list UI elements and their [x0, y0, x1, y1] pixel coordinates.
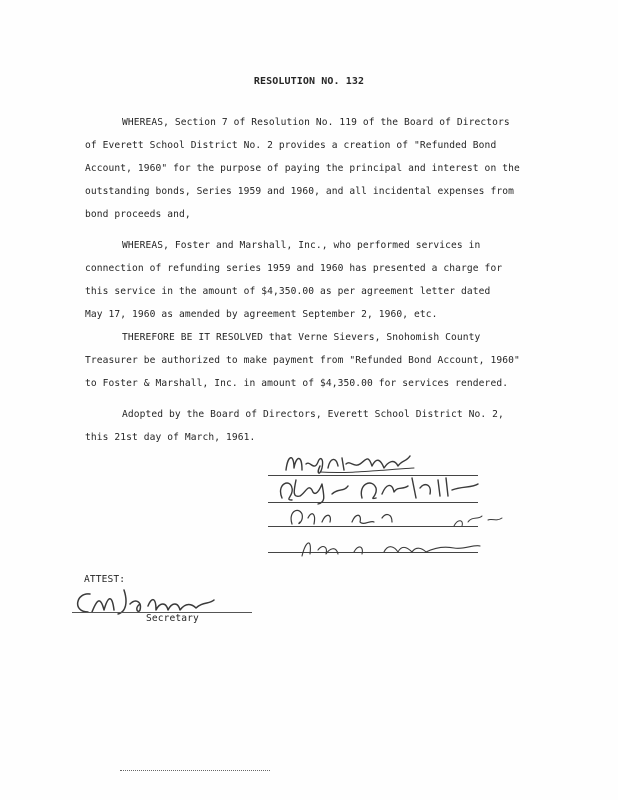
paragraph-line: this 21st day of March, 1961. [85, 432, 256, 443]
paragraph-line: outstanding bonds, Series 1959 and 1960, and all incidental expenses from [85, 186, 514, 197]
resolution-title: RESOLUTION NO. 132 [253, 76, 365, 87]
director-signature [294, 530, 494, 564]
paragraph-line: connection of refunding series 1959 and 1960 has presented a charge for [85, 263, 503, 274]
paragraph-line: WHEREAS, Section 7 of Resolution No. 119 of the Board of Directors [122, 117, 510, 128]
paragraph-line: to Foster & Marshall, Inc. in amount of $4,350.00 for services rendered. [85, 378, 509, 389]
secretary-label: Secretary [146, 613, 199, 624]
paragraph-line: this service in the amount of $4,350.00 as per agreement letter dated [85, 286, 491, 297]
paragraph-line: Adopted by the Board of Directors, Everett School District No. 2, [122, 409, 504, 420]
attest-label: ATTEST: [84, 574, 126, 585]
paragraph-line: May 17, 1960 as amended by agreement September 2, 1960, etc. [85, 309, 438, 320]
paragraph-line: Account, 1960" for the purpose of paying the principal and interest on the [85, 163, 520, 174]
paragraph-line: Treasurer be authorized to make payment from "Refunded Bond Account, 1960" [85, 355, 520, 366]
paragraph-line: bond proceeds and, [85, 209, 191, 220]
footer-dotted-line [120, 770, 270, 771]
paragraph-line: THEREFORE BE IT RESOLVED that Verne Sievers, Snohomish County [122, 332, 481, 343]
paragraph-line: WHEREAS, Foster and Marshall, Inc., who performed services in [122, 240, 481, 251]
paragraph-line: of Everett School District No. 2 provides a creation of "Refunded Bond [85, 140, 497, 151]
